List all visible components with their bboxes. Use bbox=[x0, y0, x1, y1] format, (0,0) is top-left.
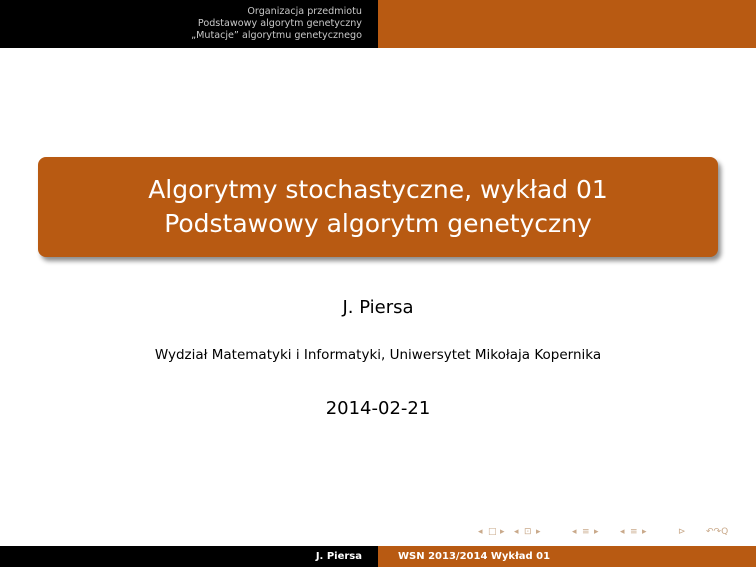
footer-author-box bbox=[0, 546, 378, 567]
frame-next-icon[interactable]: ▸ bbox=[500, 527, 505, 537]
subsection-next-icon[interactable]: ▸ bbox=[536, 527, 541, 537]
doc-next-icon[interactable]: ▸ bbox=[642, 527, 647, 537]
section-icon[interactable]: ≡ bbox=[582, 527, 590, 537]
date: 2014-02-21 bbox=[325, 398, 431, 419]
institute: Wydział Matematyki i Informatyki, Uniwersytet Mikołaja Kopernika bbox=[154, 347, 602, 363]
footer-title-box bbox=[378, 546, 756, 567]
footer-author: J. Piersa bbox=[315, 551, 362, 562]
section-prev-icon[interactable]: ◂ bbox=[572, 527, 577, 537]
section-link-podstawowy[interactable]: Podstawowy algorytm genetyczny bbox=[197, 18, 362, 29]
footer-title: WSN 2013/2014 Wykład 01 bbox=[398, 551, 551, 562]
author: J. Piersa bbox=[342, 297, 414, 318]
footline bbox=[0, 546, 756, 567]
back-icon[interactable]: ⊳ bbox=[678, 527, 686, 537]
title-block bbox=[38, 157, 718, 257]
section-link-mutacje[interactable]: „Mutacje” algorytmu genetycznego bbox=[191, 30, 362, 41]
headline-accent bbox=[378, 0, 756, 48]
section-link-organizacja[interactable]: Organizacja przedmiotu bbox=[247, 6, 362, 17]
subsection-icon[interactable]: ⊡ bbox=[524, 527, 532, 537]
search-icon[interactable]: ↶↷Q bbox=[706, 527, 729, 537]
doc-prev-icon[interactable]: ◂ bbox=[620, 527, 625, 537]
title-line-1: Algorytmy stochastyczne, wykład 01 bbox=[148, 175, 608, 204]
frame-prev-icon[interactable]: ◂ bbox=[478, 527, 483, 537]
title-line-2: Podstawowy algorytm genetyczny bbox=[164, 209, 592, 238]
section-next-icon[interactable]: ▸ bbox=[594, 527, 599, 537]
doc-icon[interactable]: ≡ bbox=[630, 527, 638, 537]
frame-icon[interactable]: □ bbox=[488, 527, 497, 537]
subsection-prev-icon[interactable]: ◂ bbox=[514, 527, 519, 537]
beamer-navigation-bar bbox=[472, 527, 756, 543]
headline-bar bbox=[0, 0, 756, 48]
section-navigation bbox=[0, 0, 378, 48]
